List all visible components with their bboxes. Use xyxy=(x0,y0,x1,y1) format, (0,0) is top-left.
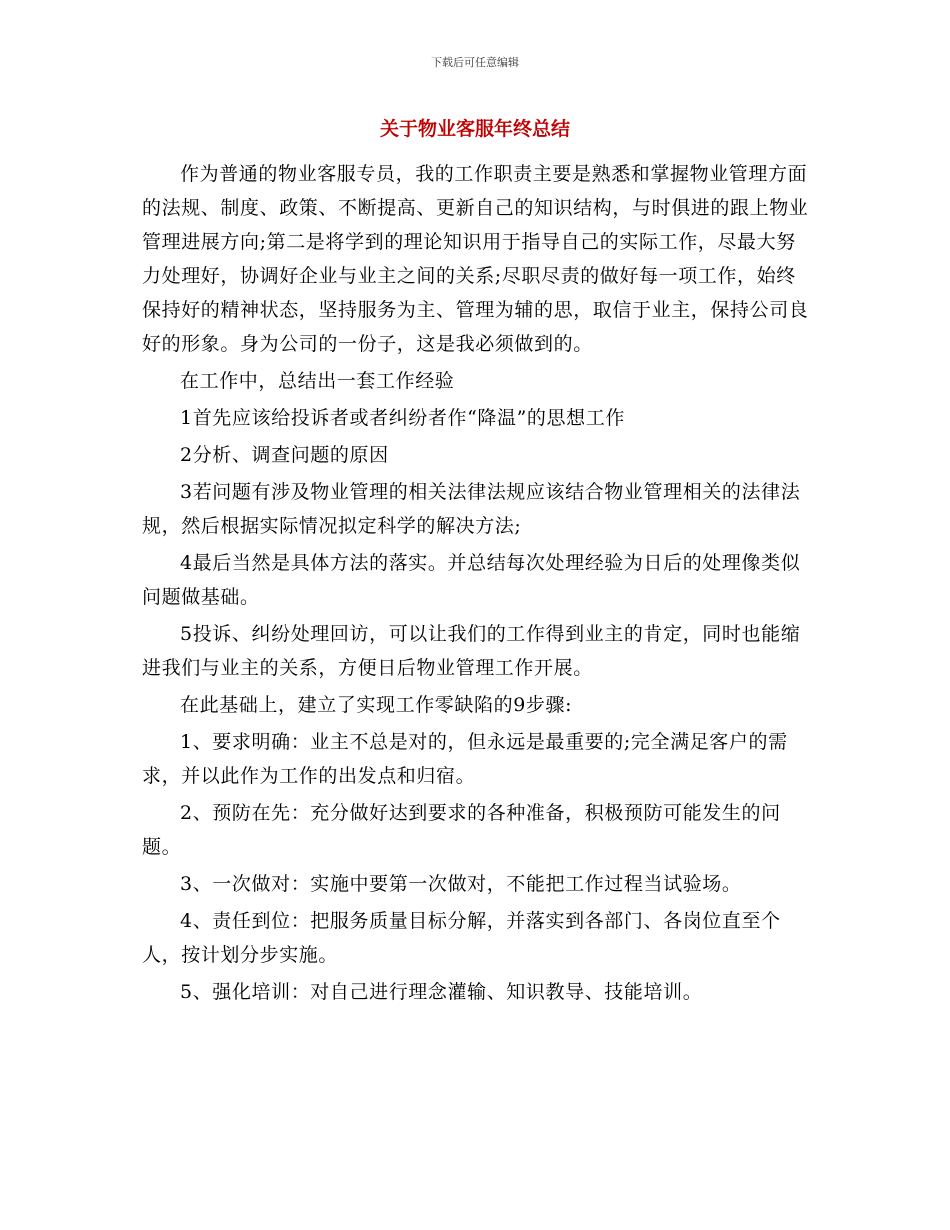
document-title: 关于物业客服年终总结 xyxy=(379,118,570,140)
paragraph: 在工作中，总结出一套工作经验 xyxy=(180,370,455,392)
paragraph: 4、责任到位：把服务质量目标分解，并落实到各部门、各岗位直至个人，按计划分步实施。 xyxy=(142,910,781,966)
paragraph: 3、一次做对：实施中要第一次做对，不能把工作过程当试验场。 xyxy=(180,873,742,895)
paragraph: 3若问题有涉及物业管理的相关法律法规应该结合物业管理相关的法律法规，然后根据实际情况拟定科学的解决方法; xyxy=(142,481,801,537)
paragraph: 1、要求明确：业主不总是对的，但永远是最重要的;完全满足客户的需求，并以此作为工作的出发点和归宿。 xyxy=(142,731,788,787)
paragraph: 4最后当然是具体方法的落实。并总结每次处理经验为日后的处理像类似问题做基础。 xyxy=(142,552,801,608)
paragraph: 在此基础上，建立了实现工作零缺陷的9步骤: xyxy=(180,694,573,716)
paragraph: 1首先应该给投诉者或者纠纷者作“降温”的思想工作 xyxy=(180,407,625,429)
header-note: 下载后可任意编辑 xyxy=(431,56,519,69)
paragraph: 2、预防在先：充分做好达到要求的各种准备，积极预防可能发生的问题。 xyxy=(142,802,781,858)
paragraph: 5投诉、纠纷处理回访，可以让我们的工作得到业主的肯定，同时也能缩进我们与业主的关系，方便日后物业管理工作开展。 xyxy=(142,623,801,679)
paragraph: 2分析、调查问题的原因 xyxy=(180,444,389,466)
paragraph: 5、强化培训：对自己进行理念灌输、知识教导、技能培训。 xyxy=(180,981,703,1003)
paragraph: 作为普通的物业客服专员，我的工作职责主要是熟悉和掌握物业管理方面的法规、制度、政策、不断提高、更新自己的知识结构，与时俱进的跟上物业管理进展方向;第二是将学到的理论知识用于指导自己的实际工作，尽最大努力处理好，协调好企业与业主之间的关系;尽职尽责的做好每一项工作，始终保持好的精神状态，坚持服务为主、管理为辅的思，取信于业主，保持公司良好的形象。身为公司的一份子，这是我必须做到的。 xyxy=(142,163,809,355)
document-body xyxy=(142,157,812,1012)
